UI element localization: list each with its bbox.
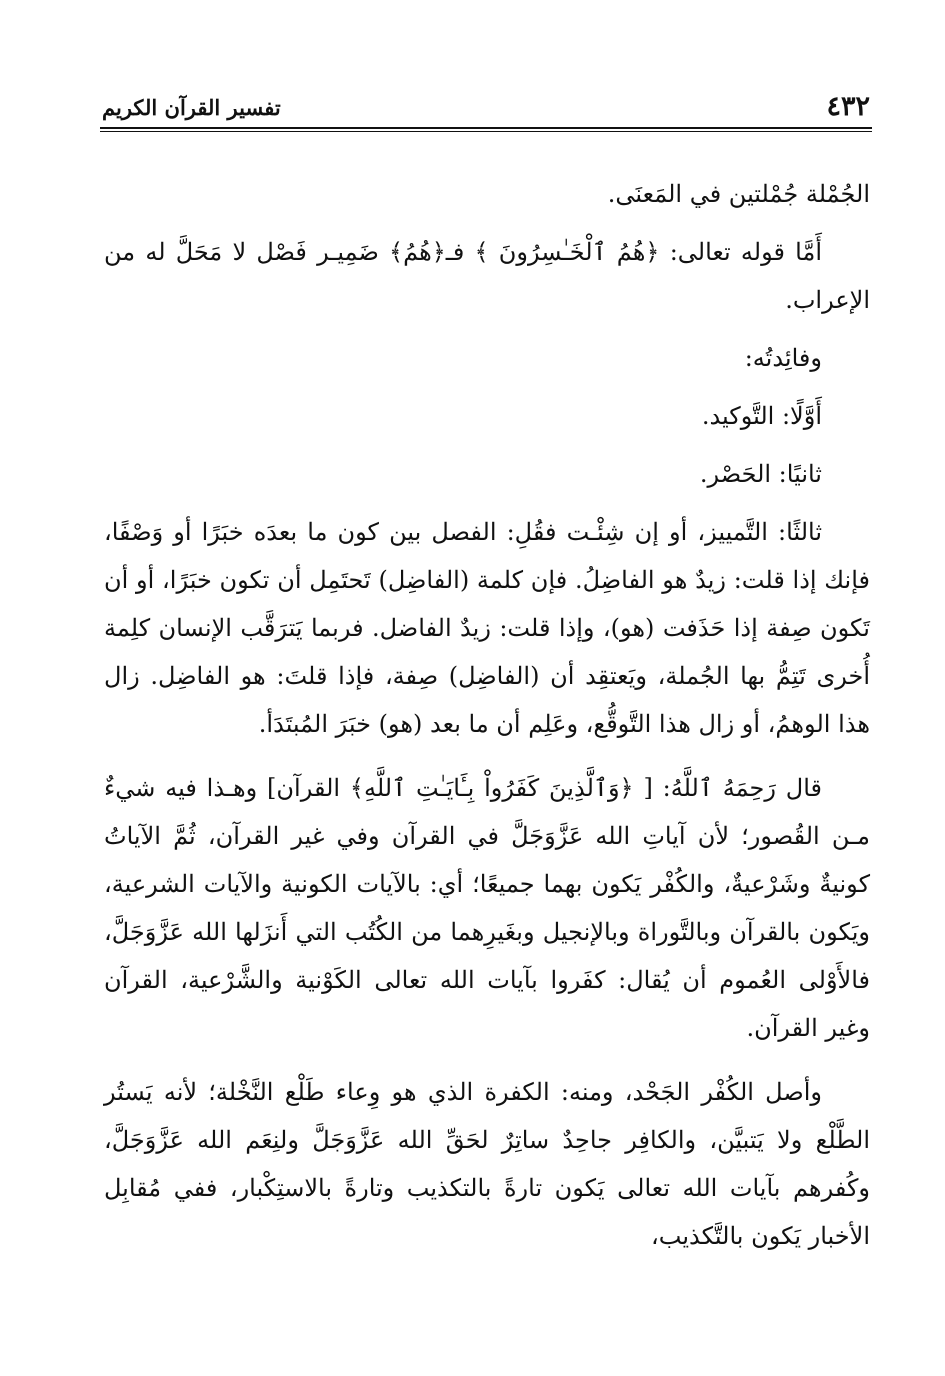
paragraph-4: أَوَّلًا: التَّوكيد. (701, 402, 822, 430)
paragraph-2: أَمَّا قوله تعالى: ﴿هُمُ ٱلْخَـٰسِرُونَ ﴾ فـ﴿هُمُ﴾ ضَمِيـر فَصْل لا مَحَلَّ له من الإعراب. (104, 238, 870, 314)
paragraph-3: وفائِدتُه: (744, 344, 822, 372)
running-title: تفسير القرآن الكريم (102, 95, 281, 120)
paragraph-7: قال رَحِمَهُ ٱللَّهُ: [ ﴿وَٱلَّذِينَ كَفَرُواْ بِـَٔايَـٰتِ ٱللَّهِ﴾ القرآن] وهـذا فيه شيءٌ مـن القُصور؛ لأن آياتِ الله عَزَّوَجَلَّ في القرآن وفي غير القرآن، ثُمَّ الآياتُ كونيةٌ وشَرْعيةٌ، والكُفْر يَكون بهما جميعًا؛ أي: بالآيات الكونية والآيات الشرعية، ويَكون بالقرآن وبالتَّوراة وبالإنجيل وبغَيرِهما من الكُتُب التي أَنزَلها الله عَزَّوَجَلَّ، فالأَوْلى العُموم أن يُقال: كفَروا بآيات الله تعالى الكَوْنية والشَّرْعية، القرآن وغير القرآن. (104, 774, 871, 1042)
header-rule (100, 127, 872, 129)
page-number: ٤٣٢ (826, 91, 870, 122)
paragraph-1: الجُمْلة جُمْلتين في المَعنَى. (607, 180, 870, 208)
page-body (104, 170, 870, 1276)
paragraph-8: وأصل الكُفْر الجَحْد، ومنه: الكفرة الذي هو وِعاء طَلْع النَّخْلة؛ لأنه يَستُر الطَّلْع ولا يَتبيَّن، والكافِر جاحِدٌ ساتِرٌ لحَقِّ الله عَزَّوَجَلَّ ولنِعَم الله عَزَّوَجَلَّ، وكُفرهم بآيات الله تعالى يَكون تارةً بالتكذيب وتارةً بالاستِكْبار، ففي مُقابِل الأخبار يَكون بالتَّكذيب، (104, 1078, 870, 1250)
page-header (100, 92, 872, 124)
paragraph-6: ثالثًا: التَّمييز، أو إن شِئْـت فقُلِ: الفصل بين كون ما بعدَه خبَرًا أو وَصْفًا، فإنك إذا قلت: زيدٌ هو الفاضِلُ. فإن كلمة (الفاضِل) تَحتَمِل أن تكون خبَرًا، أو أن تَكون صِفة إذا حَذَفت (هو)، وإذا قلت: زيدٌ الفاضل. فربما يَترَقَّب الإنسان كلِمة أُخرى تَتِمُّ بها الجُملة، ويَعتقِد أن (الفاضِل) صِفة، فإذا قلتَ: هو الفاضِل. زال هذا الوهمُ، أو زال هذا التَّوقُّع، وعَلِم أن ما بعد (هو) خبَرَ المُبتَدَأ. (104, 518, 870, 738)
header-rule-thin (100, 131, 872, 132)
paragraph-5: ثانيًا: الحَصْر. (699, 460, 822, 488)
